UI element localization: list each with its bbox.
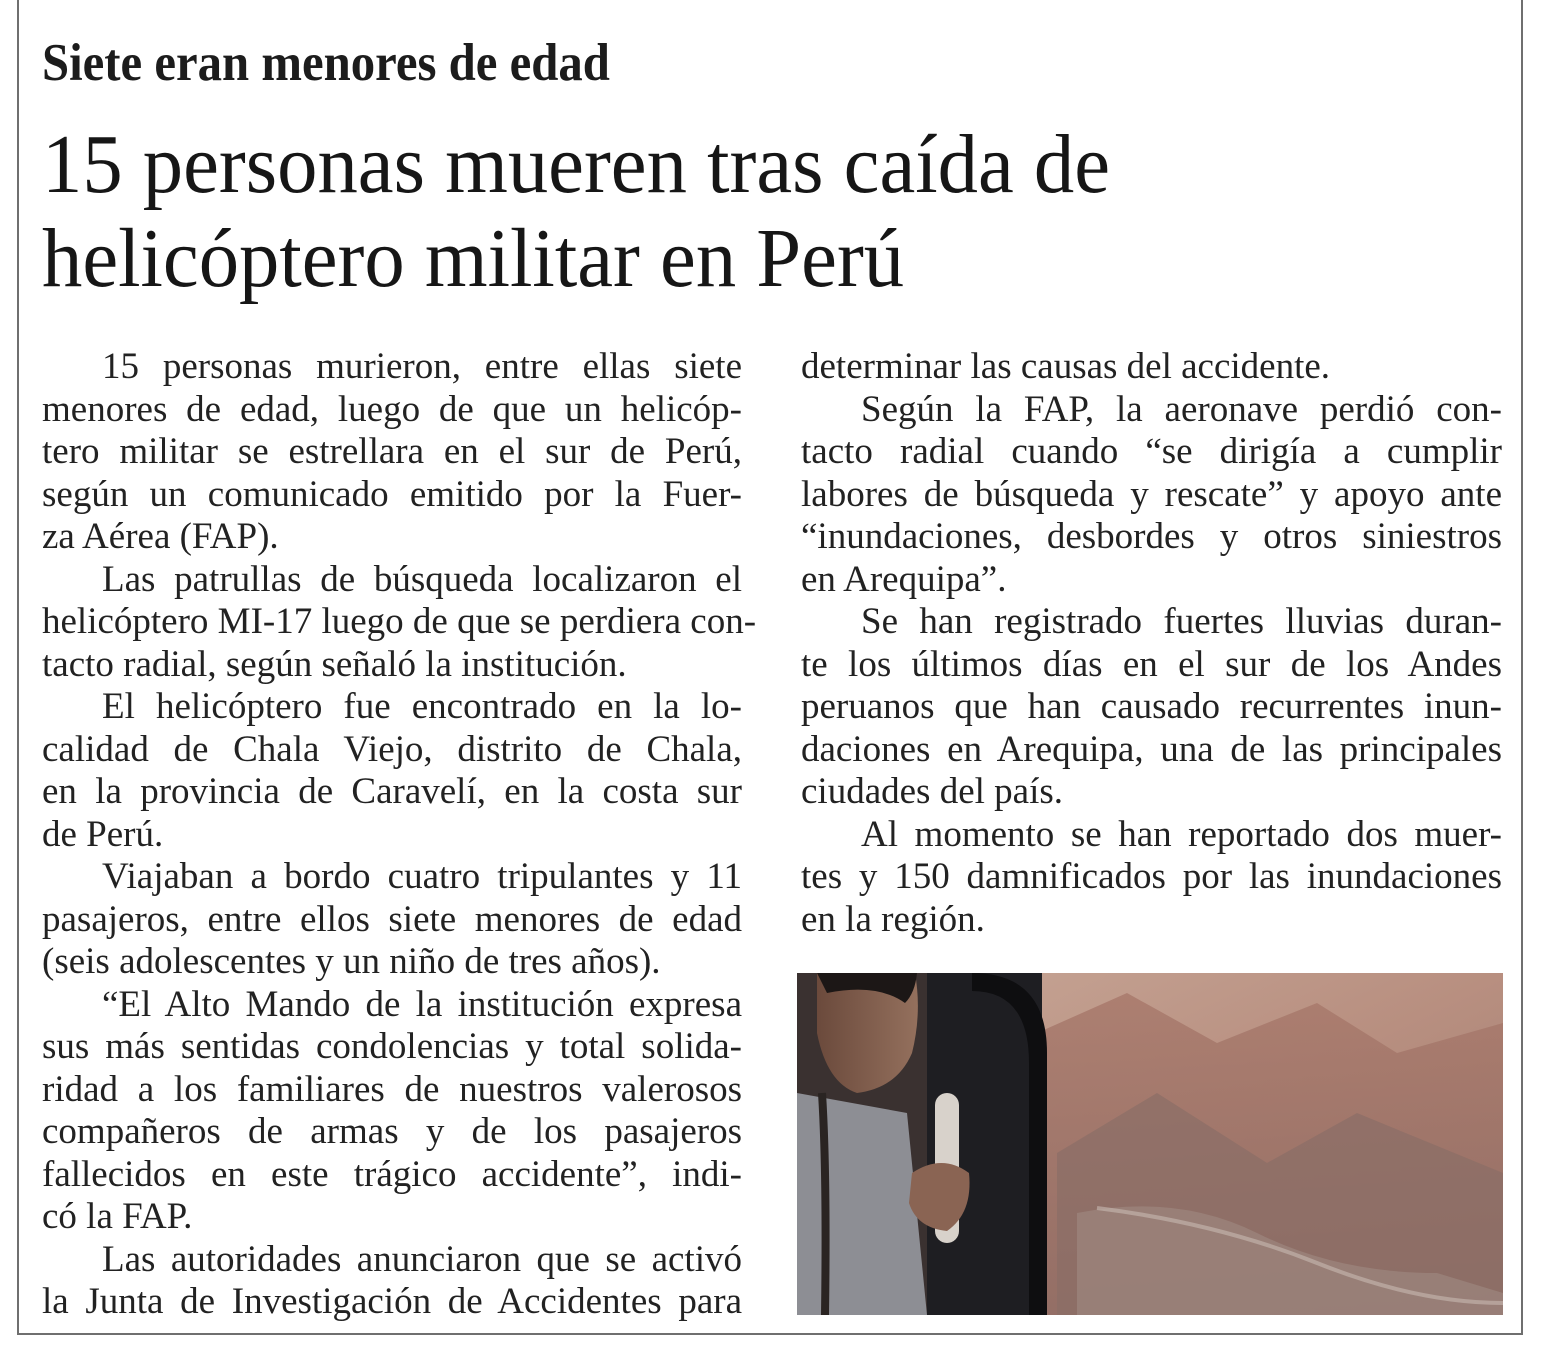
text-line: tes y 150 damnificados por las inundaciones	[801, 856, 1502, 897]
text-line: ridad a los familiares de nuestros valerosos	[42, 1068, 742, 1110]
text-line: Según la FAP, la aeronave perdió con-	[861, 388, 1502, 430]
text-line: tero militar se estrellara en el sur de Perú,	[42, 431, 742, 472]
text-line: en Arequipa”.	[801, 558, 1007, 600]
text-line: de Perú.	[42, 813, 164, 855]
text-line: menores de edad, luego de que un helicóp-	[42, 388, 742, 430]
headline-line-1: 15 personas mueren tras caída de	[42, 118, 1111, 211]
text-line: calidad de Chala Viejo, distrito de Chala,	[42, 728, 742, 770]
text-line: tacto radial, según señaló la institución.	[42, 643, 627, 685]
text-line: pasajeros, entre ellos siete menores de edad	[42, 898, 742, 940]
article-column-left	[42, 346, 757, 1324]
text-line: có la FAP.	[42, 1196, 193, 1237]
text-line: za Aérea (FAP).	[42, 516, 279, 557]
text-line: en la región.	[801, 898, 985, 940]
article-column-right	[801, 346, 1502, 941]
article-kicker: Siete eran menores de edad	[42, 34, 610, 92]
article-headline	[42, 118, 1110, 306]
text-line: compañeros de armas y de los pasajeros	[42, 1111, 742, 1152]
text-line: helicóptero MI-17 luego de que se perdiera con-	[42, 601, 757, 642]
text-line: Las autoridades anunciaron que se activó	[102, 1238, 742, 1280]
text-line: 15 personas murieron, entre ellas siete	[102, 346, 742, 387]
text-line: Al momento se han reportado dos muer-	[861, 813, 1502, 855]
text-line: la Junta de Investigación de Accidentes para	[42, 1281, 742, 1322]
text-line: peruanos que han causado recurrentes inun-	[801, 686, 1502, 727]
text-line: Las patrullas de búsqueda localizaron el	[102, 558, 742, 600]
text-line: determinar las causas del accidente.	[801, 346, 1331, 387]
text-line: te los últimos días en el sur de los Andes	[801, 643, 1502, 685]
text-line: Viajaban a bordo cuatro tripulantes y 11	[102, 856, 742, 897]
text-line: labores de búsqueda y rescate” y apoyo ante	[801, 473, 1502, 515]
helicopter-window-photo	[797, 973, 1503, 1315]
text-line: “inundaciones, desbordes y otros siniestros	[801, 516, 1502, 557]
text-line: “El Alto Mando de la institución expresa	[102, 983, 742, 1025]
text-line: El helicóptero fue encontrado en la lo-	[102, 686, 742, 727]
headline-line-2: helicóptero militar en Perú	[42, 212, 905, 305]
text-line: tacto radial cuando “se dirigía a cumplir	[801, 431, 1502, 472]
text-line: sus más sentidas condolencias y total solida-	[42, 1026, 742, 1067]
text-line: ciudades del país.	[801, 771, 1063, 812]
text-line: daciones en Arequipa, una de las principales	[801, 728, 1502, 770]
text-line: fallecidos en este trágico accidente”, indi-	[42, 1153, 742, 1195]
text-line: según un comunicado emitido por la Fuer-	[42, 473, 742, 515]
text-line: (seis adolescentes y un niño de tres años).	[42, 941, 661, 982]
article-photo	[797, 973, 1503, 1315]
text-line: Se han registrado fuertes lluvias duran-	[861, 601, 1502, 642]
text-line: en la provincia de Caravelí, en la costa sur	[42, 771, 742, 812]
